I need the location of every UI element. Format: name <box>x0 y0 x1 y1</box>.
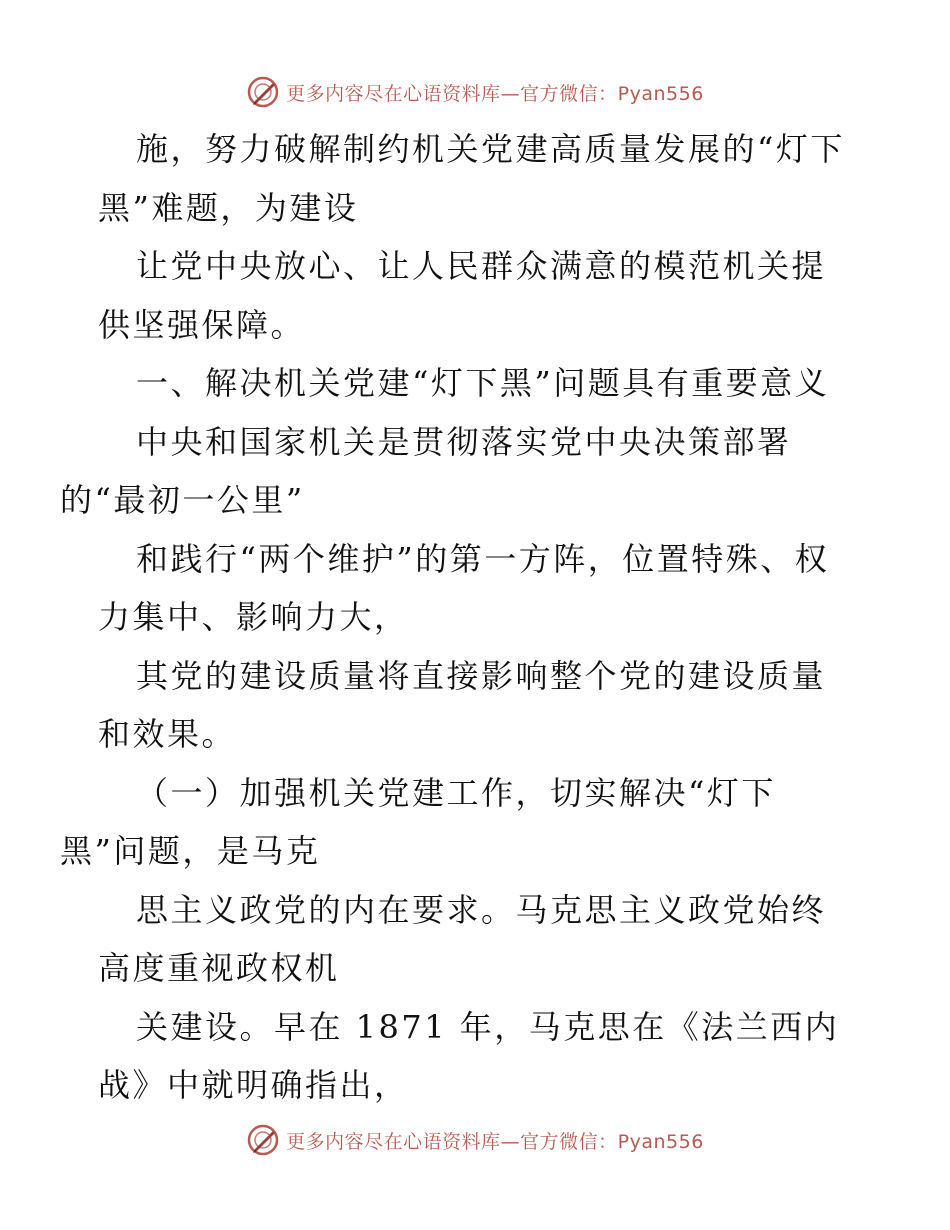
paragraph <box>98 120 858 237</box>
paragraph <box>98 998 858 1115</box>
paragraph-line: 黑”难题，为建设 <box>98 188 359 227</box>
paragraph-line: 效果。 <box>132 715 237 753</box>
paragraph <box>98 881 858 998</box>
pen-logo-icon <box>246 75 280 109</box>
watermark-text: 更多内容尽在心语资料库—官方微信：Pyan556 <box>286 1130 704 1153</box>
paragraph-line: 施，努力破解制约机关党建高质量发展的“灯下 <box>136 130 845 168</box>
paragraph <box>98 647 858 764</box>
paragraph-line: 的“最初一公里” <box>60 481 305 519</box>
paragraph-line: 思主义政党的内在要求。马克思主义政党始终高 <box>98 890 827 987</box>
header-watermark <box>0 72 950 112</box>
paragraph <box>98 237 858 354</box>
paragraph-line: 关建设。早在 1871 年，马克思在《法兰西内 <box>136 1007 840 1046</box>
document-body <box>60 120 858 1115</box>
paragraph <box>98 530 858 647</box>
section-heading <box>98 354 858 413</box>
paragraph-line: 力集中、影响力大， <box>98 598 409 636</box>
watermark-text: 更多内容尽在心语资料库—官方微信：Pyan556 <box>286 82 704 105</box>
paragraph-line: 度重视政权机 <box>132 949 340 987</box>
paragraph-line: 中央和国家机关是贯彻落实党中央决策部署 <box>136 422 792 461</box>
footer-watermark <box>0 1120 950 1160</box>
paragraph-line: 其党的建设质量将直接影响整个党的建设质量和 <box>98 656 827 753</box>
paragraph <box>60 764 858 881</box>
paragraph-line: （一）加强机关党建工作，切实解决“灯下 <box>136 773 776 812</box>
paragraph-line: 和践行“两个维护”的第一方阵，位置特殊、权 <box>136 539 830 578</box>
paragraph <box>60 413 858 530</box>
heading-text: 一、解决机关党建“灯下黑”问题具有重要意义 <box>136 364 830 402</box>
paragraph-line: 坚强保障。 <box>132 305 306 344</box>
paragraph-line: 黑”问题，是马克 <box>60 832 321 870</box>
paragraph-line: 战》中就明确指出， <box>98 1066 409 1104</box>
pen-logo-icon <box>246 1123 280 1157</box>
paragraph-line: 让党中央放心、让人民群众满意的模范机关提供 <box>98 247 827 344</box>
